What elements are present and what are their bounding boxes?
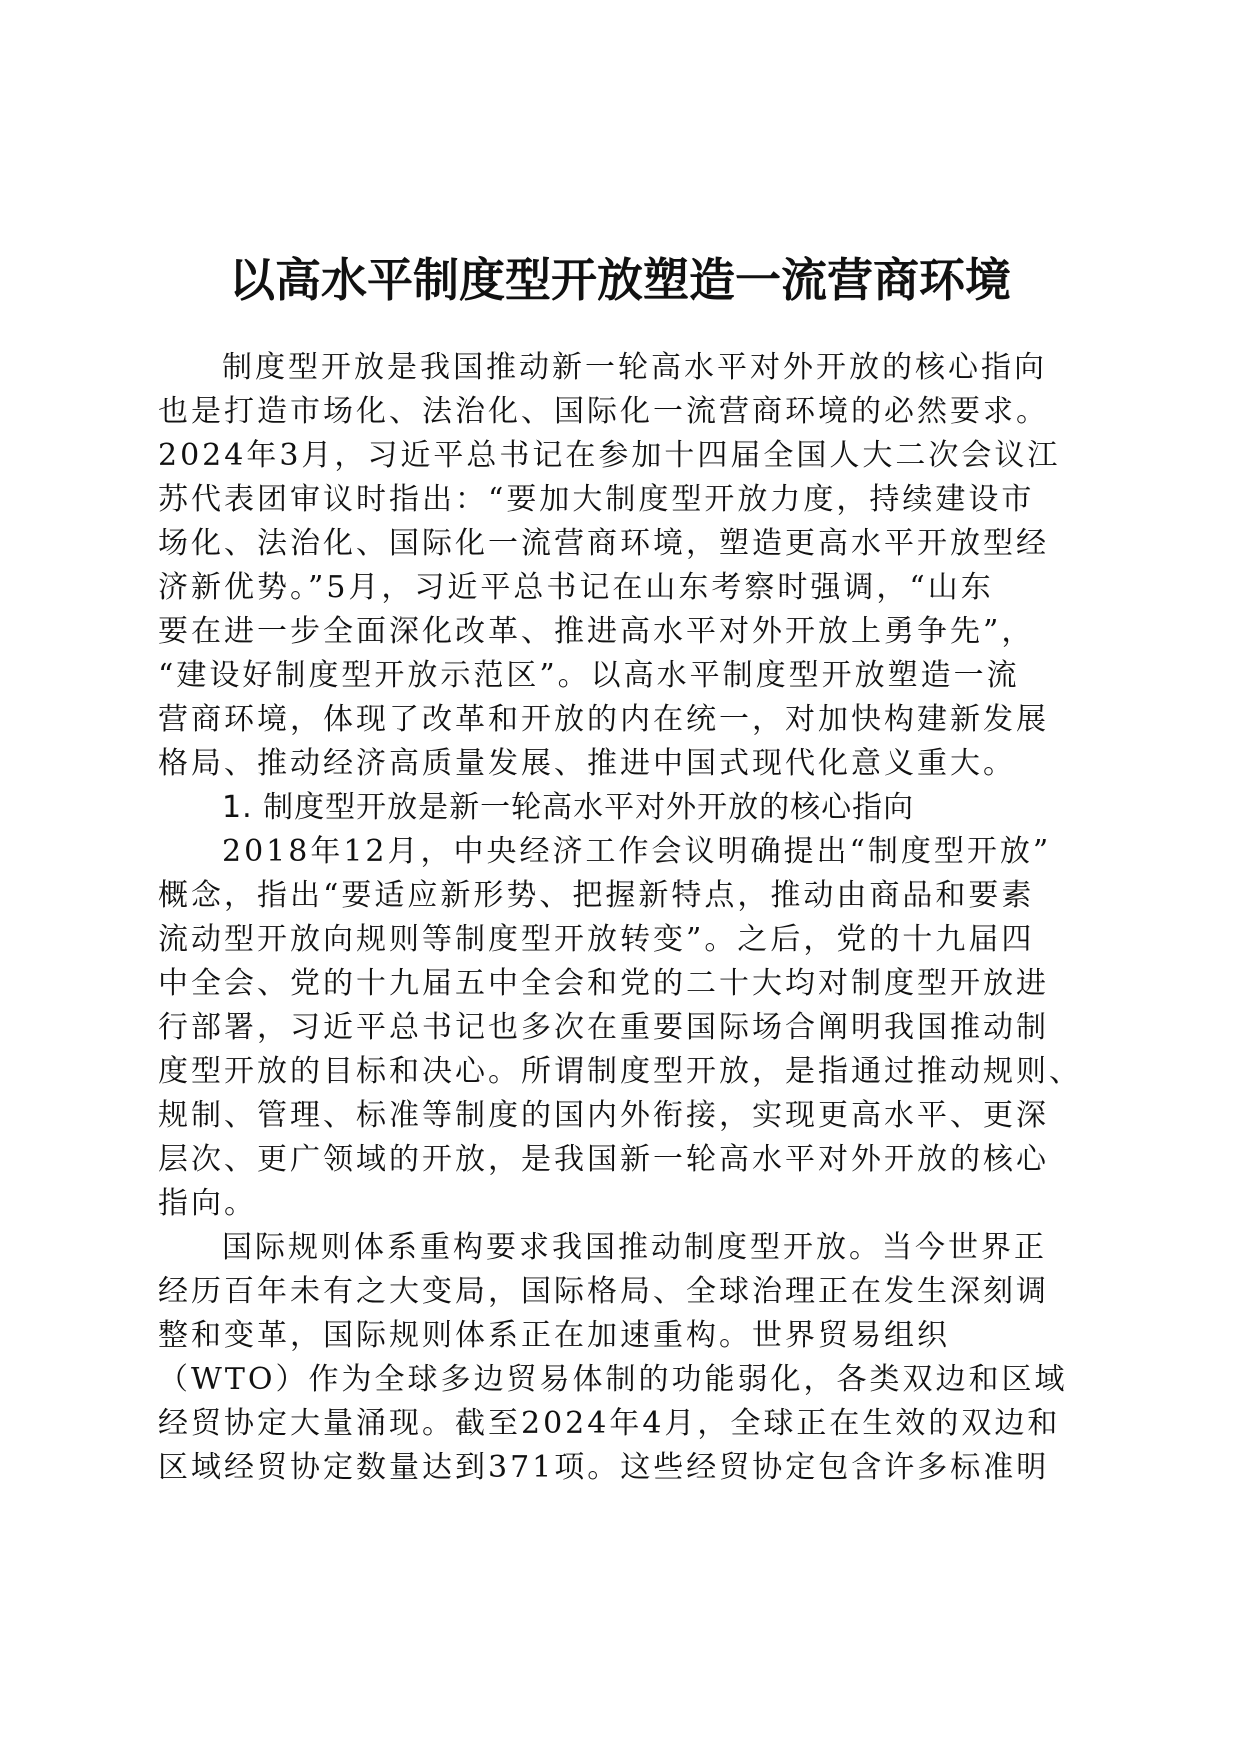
paragraph-line: 行部署，习近平总书记也多次在重要国际场合阐明我国推动制 xyxy=(158,1010,1049,1045)
paragraph-line: 度型开放的目标和决心。所谓制度型开放，是指通过推动规则、 xyxy=(158,1054,1082,1089)
paragraph-line: 概念，指出“要适应新形势、把握新特点，推动由商品和要素 xyxy=(158,878,1035,913)
paragraph-line: 制度型开放是我国推动新一轮高水平对外开放的核心指向 xyxy=(222,350,1047,385)
document-title: 以高水平制度型开放塑造一流营商环境 xyxy=(229,253,1011,307)
paragraph-line: 经历百年未有之大变局，国际格局、全球治理正在发生深刻调 xyxy=(158,1274,1049,1309)
paragraph-line: 整和变革，国际规则体系正在加速重构。世界贸易组织 xyxy=(158,1318,950,1353)
paragraph-line: 经贸协定大量涌现。截至2024年4月，全球正在生效的双边和 xyxy=(158,1406,1061,1441)
paragraph-line: 也是打造市场化、法治化、国际化一流营商环境的必然要求。 xyxy=(158,394,1049,429)
paragraph-line: 场化、法治化、国际化一流营商环境，塑造更高水平开放型经 xyxy=(158,526,1049,561)
paragraph-line: 2024年3月，习近平总书记在参加十四届全国人大二次会议江 xyxy=(158,438,1061,473)
paragraph-line: 2018年12月，中央经济工作会议明确提出“制度型开放” xyxy=(222,834,1052,869)
section-heading: 1. 制度型开放是新一轮高水平对外开放的核心指向 xyxy=(222,790,915,825)
paragraph-line: 国际规则体系重构要求我国推动制度型开放。当今世界正 xyxy=(222,1230,1047,1265)
paragraph-line: 区域经贸协定数量达到371项。这些经贸协定包含许多标准明 xyxy=(158,1450,1050,1485)
paragraph-line: 营商环境，体现了改革和开放的内在统一，对加快构建新发展 xyxy=(158,702,1049,737)
paragraph-line: 指向。 xyxy=(158,1186,257,1221)
paragraph-line: 规制、管理、标准等制度的国内外衔接，实现更高水平、更深 xyxy=(158,1098,1049,1133)
paragraph-line: 格局、推动经济高质量发展、推进中国式现代化意义重大。 xyxy=(158,746,1016,781)
paragraph-line: 中全会、党的十九届五中全会和党的二十大均对制度型开放进 xyxy=(158,966,1049,1001)
paragraph-line: “建设好制度型开放示范区”。以高水平制度型开放塑造一流 xyxy=(158,658,1020,693)
paragraph-line: 层次、更广领域的开放，是我国新一轮高水平对外开放的核心 xyxy=(158,1142,1049,1177)
paragraph-line: 苏代表团审议时指出：“要加大制度型开放力度，持续建设市 xyxy=(158,482,1035,517)
paragraph-line: 流动型开放向规则等制度型开放转变”。之后，党的十九届四 xyxy=(158,922,1035,957)
paragraph-line: 济新优势。”5月，习近平总书记在山东考察时强调，“山东 xyxy=(158,570,994,605)
paragraph-line: （WTO）作为全球多边贸易体制的功能弱化，各类双边和区域 xyxy=(158,1362,1068,1397)
paragraph-line: 要在进一步全面深化改革、推进高水平对外开放上勇争先”， xyxy=(158,614,1035,649)
